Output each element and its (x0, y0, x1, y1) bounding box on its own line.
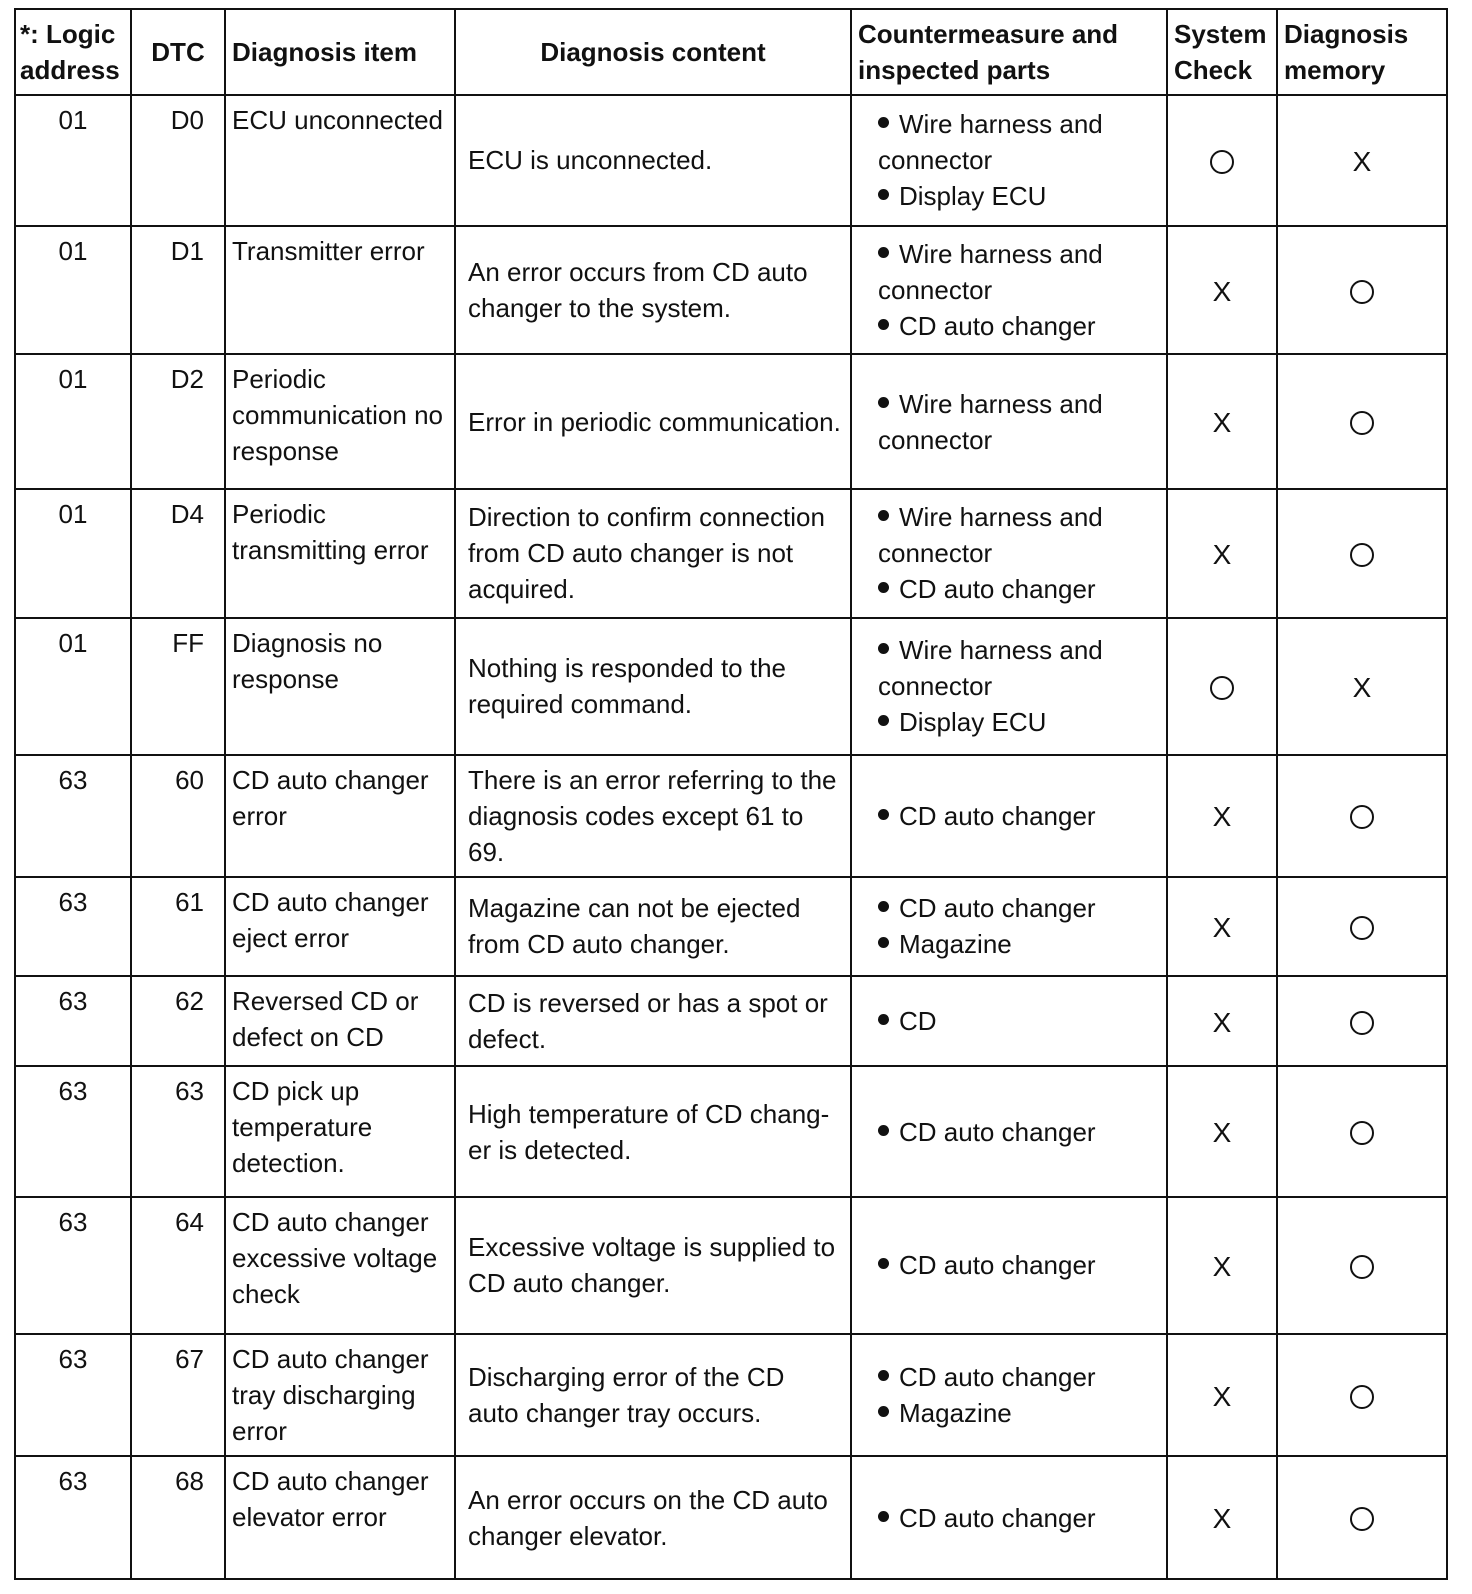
x-mark-icon: X (1212, 407, 1232, 439)
diagnosis-content-cell: There is an error referring to the diagnosis codes except 61 to 69. (455, 755, 851, 878)
logic-address-cell: 01 (15, 618, 131, 755)
logic-address-cell: 01 (15, 489, 131, 618)
diagnosis-memory-cell (1277, 755, 1447, 878)
diagnosis-item-cell: Periodic communication no response (225, 354, 455, 489)
header-dtc: DTC (131, 9, 225, 95)
logic-address-cell: 01 (15, 226, 131, 355)
logic-address-cell: 63 (15, 877, 131, 976)
logic-address-cell: 01 (15, 95, 131, 226)
dtc-cell: D2 (131, 354, 225, 489)
dtc-cell: 67 (131, 1334, 225, 1457)
header-system-check: System Check (1167, 9, 1277, 95)
countermeasure-cell (851, 1456, 1167, 1579)
countermeasure-cell (851, 95, 1167, 226)
circle-mark-icon (1350, 1507, 1374, 1531)
system-check-cell (1167, 755, 1277, 878)
x-mark-icon: X (1352, 671, 1372, 703)
table-row (15, 1066, 1447, 1197)
x-mark-icon: X (1212, 1250, 1232, 1282)
countermeasure-cell (851, 1197, 1167, 1334)
logic-address-cell: 63 (15, 1197, 131, 1334)
diagnosis-item-cell: Reversed CD or defect on CD (225, 976, 455, 1066)
diagnosis-content-cell: High temperature of CD chang-er is detected. (455, 1066, 851, 1197)
countermeasure-part: connector (878, 275, 993, 306)
table-row (15, 755, 1447, 878)
circle-mark-icon (1350, 280, 1374, 304)
diagnosis-item-cell: CD auto changer elevator error (225, 1456, 455, 1579)
diagnosis-item-cell: Diagnosis no response (225, 618, 455, 755)
countermeasure-part: CD auto changer (878, 571, 1158, 607)
logic-address-cell: 01 (15, 354, 131, 489)
system-check-cell (1167, 226, 1277, 355)
header-diagnosis-item: Diagnosis item (225, 9, 455, 95)
diagnosis-memory-cell (1277, 1456, 1447, 1579)
countermeasure-part: Wire harness and (878, 386, 1158, 422)
circle-mark-icon (1350, 543, 1374, 567)
countermeasure-part: Wire harness and (878, 632, 1158, 668)
countermeasure-part: CD auto changer (878, 1359, 1158, 1395)
countermeasure-part: Display ECU (878, 704, 1158, 740)
diagnosis-content-cell: Direction to confirm connection from CD auto changer is not acquired. (455, 489, 851, 618)
diagnosis-item-cell: CD auto changer tray discharging error (225, 1334, 455, 1457)
dtc-cell: 68 (131, 1456, 225, 1579)
countermeasure-cell (851, 877, 1167, 976)
dtc-cell: 64 (131, 1197, 225, 1334)
dtc-table (14, 8, 1448, 1580)
table-row (15, 95, 1447, 226)
countermeasure-cell (851, 755, 1167, 878)
table-row (15, 1334, 1447, 1457)
table-row (15, 489, 1447, 618)
countermeasure-part: CD auto changer (878, 890, 1158, 926)
diagnosis-item-cell: ECU unconnected (225, 95, 455, 226)
header-logic-address: *: Logic address (15, 9, 131, 95)
countermeasure-part: CD auto changer (878, 1114, 1158, 1150)
x-mark-icon: X (1352, 145, 1372, 177)
countermeasure-part: Wire harness and (878, 106, 1158, 142)
circle-mark-icon (1210, 676, 1234, 700)
dtc-cell: D0 (131, 95, 225, 226)
dtc-cell: D4 (131, 489, 225, 618)
countermeasure-cell (851, 1066, 1167, 1197)
countermeasure-part: CD auto changer (878, 798, 1158, 834)
table-body (15, 95, 1447, 1579)
header-countermeasure: Countermeasure and inspected parts (851, 9, 1167, 95)
diagnosis-memory-cell (1277, 226, 1447, 355)
diagnosis-memory-cell (1277, 1197, 1447, 1334)
table-row (15, 976, 1447, 1066)
system-check-cell (1167, 1066, 1277, 1197)
header-row (15, 9, 1447, 95)
countermeasure-cell (851, 354, 1167, 489)
diagnosis-memory-cell (1277, 1066, 1447, 1197)
countermeasure-part: Wire harness and (878, 236, 1158, 272)
table-row (15, 1456, 1447, 1579)
logic-address-cell: 63 (15, 1456, 131, 1579)
table-row (15, 354, 1447, 489)
logic-address-cell: 63 (15, 755, 131, 878)
diagnosis-memory-cell (1277, 354, 1447, 489)
system-check-cell (1167, 1456, 1277, 1579)
logic-address-cell: 63 (15, 976, 131, 1066)
countermeasure-part: Magazine (878, 926, 1158, 962)
countermeasure-cell (851, 489, 1167, 618)
table-row (15, 226, 1447, 355)
system-check-cell (1167, 976, 1277, 1066)
system-check-cell (1167, 95, 1277, 226)
circle-mark-icon (1350, 1011, 1374, 1035)
diagnosis-memory-cell (1277, 489, 1447, 618)
diagnosis-content-cell: ECU is unconnected. (455, 95, 851, 226)
countermeasure-part: Wire harness and (878, 499, 1158, 535)
countermeasure-part: connector (878, 538, 993, 569)
diagnosis-item-cell: CD auto changer excessive voltage check (225, 1197, 455, 1334)
dtc-cell: 63 (131, 1066, 225, 1197)
diagnosis-content-cell: Error in periodic communication. (455, 354, 851, 489)
countermeasure-part: Display ECU (878, 178, 1158, 214)
diagnosis-content-cell: Discharging error of the CD auto changer tray occurs. (455, 1334, 851, 1457)
diagnosis-content-cell: Magazine can not be ejected from CD auto changer. (455, 877, 851, 976)
countermeasure-part: connector (878, 145, 993, 176)
countermeasure-cell (851, 976, 1167, 1066)
x-mark-icon: X (1212, 275, 1232, 307)
x-mark-icon: X (1212, 539, 1232, 571)
diagnosis-item-cell: CD auto changer error (225, 755, 455, 878)
dtc-cell: 61 (131, 877, 225, 976)
countermeasure-part: CD auto changer (878, 308, 1158, 344)
system-check-cell (1167, 1197, 1277, 1334)
diagnosis-memory-cell (1277, 95, 1447, 226)
countermeasure-cell (851, 618, 1167, 755)
countermeasure-part: connector (878, 424, 993, 455)
circle-mark-icon (1350, 916, 1374, 940)
diagnosis-content-cell: CD is reversed or has a spot or defect. (455, 976, 851, 1066)
circle-mark-icon (1350, 411, 1374, 435)
countermeasure-part: CD (878, 1003, 1158, 1039)
diagnosis-content-cell: Nothing is responded to the required command. (455, 618, 851, 755)
diagnosis-item-cell: CD pick up temperature detection. (225, 1066, 455, 1197)
countermeasure-cell (851, 1334, 1167, 1457)
system-check-cell (1167, 877, 1277, 976)
diagnosis-memory-cell (1277, 618, 1447, 755)
diagnosis-memory-cell (1277, 877, 1447, 976)
x-mark-icon: X (1212, 1006, 1232, 1038)
x-mark-icon: X (1212, 801, 1232, 833)
countermeasure-cell (851, 226, 1167, 355)
x-mark-icon: X (1212, 1380, 1232, 1412)
system-check-cell (1167, 354, 1277, 489)
table-row (15, 877, 1447, 976)
dtc-cell: D1 (131, 226, 225, 355)
countermeasure-part: Magazine (878, 1395, 1158, 1431)
dtc-cell: FF (131, 618, 225, 755)
dtc-cell: 62 (131, 976, 225, 1066)
dtc-cell: 60 (131, 755, 225, 878)
logic-address-cell: 63 (15, 1066, 131, 1197)
circle-mark-icon (1210, 150, 1234, 174)
diagnosis-memory-cell (1277, 976, 1447, 1066)
countermeasure-part: connector (878, 671, 993, 702)
circle-mark-icon (1350, 1255, 1374, 1279)
x-mark-icon: X (1212, 1503, 1232, 1535)
diagnosis-item-cell: Transmitter error (225, 226, 455, 355)
table-row (15, 618, 1447, 755)
diagnosis-content-cell: An error occurs on the CD auto changer elevator. (455, 1456, 851, 1579)
circle-mark-icon (1350, 805, 1374, 829)
diagnosis-item-cell: CD auto changer eject error (225, 877, 455, 976)
table-row (15, 1197, 1447, 1334)
system-check-cell (1167, 1334, 1277, 1457)
header-diagnosis-memory: Diagnosis memory (1277, 9, 1447, 95)
circle-mark-icon (1350, 1121, 1374, 1145)
diagnosis-item-cell: Periodic transmitting error (225, 489, 455, 618)
countermeasure-part: CD auto changer (878, 1500, 1158, 1536)
system-check-cell (1167, 618, 1277, 755)
diagnosis-content-cell: Excessive voltage is supplied to CD auto changer. (455, 1197, 851, 1334)
x-mark-icon: X (1212, 1117, 1232, 1149)
circle-mark-icon (1350, 1385, 1374, 1409)
diagnosis-memory-cell (1277, 1334, 1447, 1457)
x-mark-icon: X (1212, 912, 1232, 944)
diagnosis-content-cell: An error occurs from CD auto changer to the system. (455, 226, 851, 355)
system-check-cell (1167, 489, 1277, 618)
logic-address-cell: 63 (15, 1334, 131, 1457)
countermeasure-part: CD auto changer (878, 1247, 1158, 1283)
header-diagnosis-content: Diagnosis content (455, 9, 851, 95)
